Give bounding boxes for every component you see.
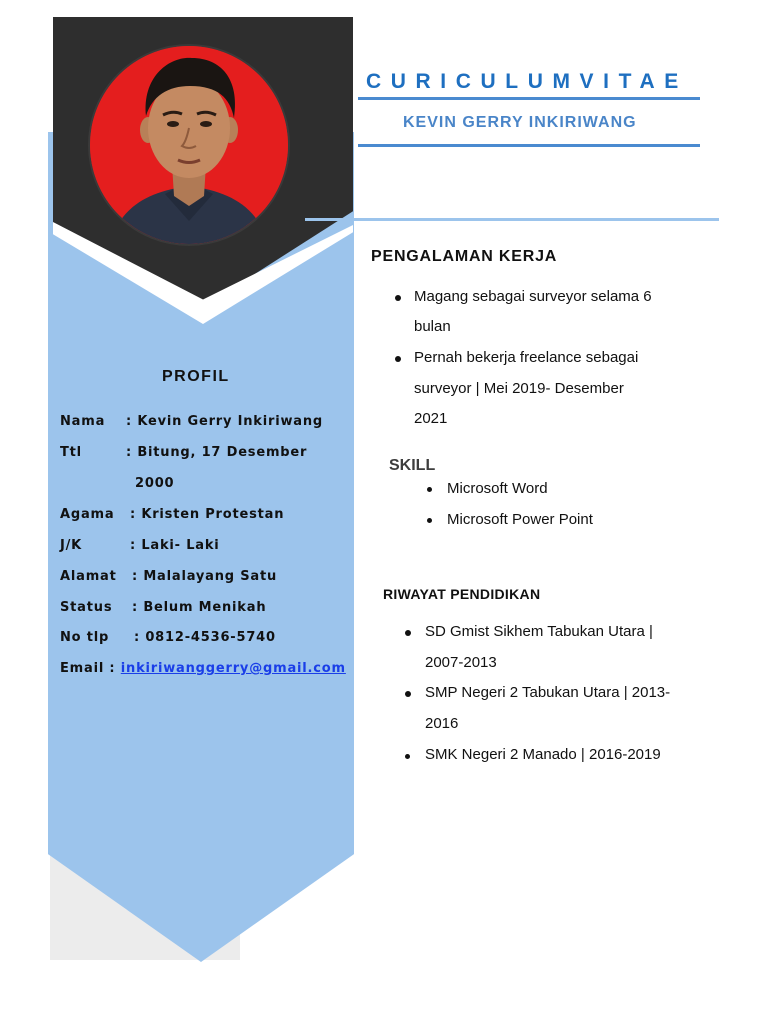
agama-value: : Kristen Protestan	[130, 507, 285, 522]
bullet-icon	[427, 518, 432, 523]
jk-value: : Laki- Laki	[130, 538, 220, 553]
bullet-icon	[395, 295, 401, 301]
profile-row-email	[60, 661, 346, 676]
email-link[interactable]: inkiriwanggerry@gmail.com	[120, 661, 346, 676]
skill-item-2: Microsoft Power Point	[447, 511, 593, 528]
education-item-3-line-1: SMK Negeri 2 Manado | 2016-2019	[425, 746, 661, 763]
jk-label: J/K	[60, 538, 83, 553]
agama-label: Agama	[60, 507, 115, 522]
alamat-value: : Malalayang Satu	[132, 569, 278, 584]
experience-item-2-line-3: 2021	[414, 410, 448, 427]
ttl-label: Ttl	[60, 445, 82, 460]
bullet-icon	[427, 487, 432, 492]
ttl-value-cont: 2000	[135, 476, 175, 491]
status-value: : Belum Menikah	[132, 600, 267, 615]
ttl-value: : Bitung, 17 Desember	[126, 445, 308, 460]
nama-value: : Kevin Gerry Inkiriwang	[126, 414, 324, 429]
bullet-icon	[405, 754, 410, 759]
profile-row-alamat	[60, 569, 277, 584]
email-label: Email :	[60, 661, 116, 676]
title-divider-top	[358, 97, 700, 100]
experience-heading: PENGALAMAN KERJA	[371, 248, 558, 265]
bullet-icon	[395, 356, 401, 362]
notlp-value: : 0812-4536-5740	[134, 630, 276, 645]
profile-row-ttl	[60, 445, 307, 460]
profile-photo	[88, 44, 290, 246]
profile-row-jk	[60, 538, 220, 553]
experience-item-2-line-2: surveyor | Mei 2019- Desember	[414, 380, 624, 397]
nama-label: Nama	[60, 414, 106, 429]
cv-name: KEVIN GERRY INKIRIWANG	[403, 114, 637, 131]
experience-item-1-line-2: bulan	[414, 318, 451, 335]
bullet-icon	[405, 630, 411, 636]
education-heading: RIWAYAT PENDIDIKAN	[383, 586, 541, 602]
notlp-label: No tlp	[60, 630, 110, 645]
cv-title: CURICULUMVITAE	[366, 70, 688, 93]
profile-row-agama	[60, 507, 284, 522]
profile-row-nama	[60, 414, 323, 429]
bullet-icon	[405, 691, 411, 697]
profile-row-status	[60, 600, 266, 615]
education-item-2-line-2: 2016	[425, 715, 459, 732]
status-label: Status	[60, 600, 113, 615]
person-portrait-icon	[90, 46, 288, 244]
education-item-1-line-2: 2007-2013	[425, 654, 497, 671]
education-item-2-line-1: SMP Negeri 2 Tabukan Utara | 2013-	[425, 684, 671, 701]
profile-heading: PROFIL	[162, 368, 230, 385]
title-divider-bottom	[358, 144, 700, 147]
experience-item-1-line-1: Magang sebagai surveyor selama 6	[414, 288, 652, 305]
profile-row-notlp	[60, 630, 276, 645]
alamat-label: Alamat	[60, 569, 117, 584]
education-item-1-line-1: SD Gmist Sikhem Tabukan Utara |	[425, 623, 653, 640]
skill-item-1: Microsoft Word	[447, 480, 548, 497]
profile-row-ttl-cont	[135, 476, 174, 491]
skill-heading: SKILL	[389, 457, 436, 474]
section-divider	[305, 218, 719, 221]
experience-item-2-line-1: Pernah bekerja freelance sebagai	[414, 349, 639, 366]
